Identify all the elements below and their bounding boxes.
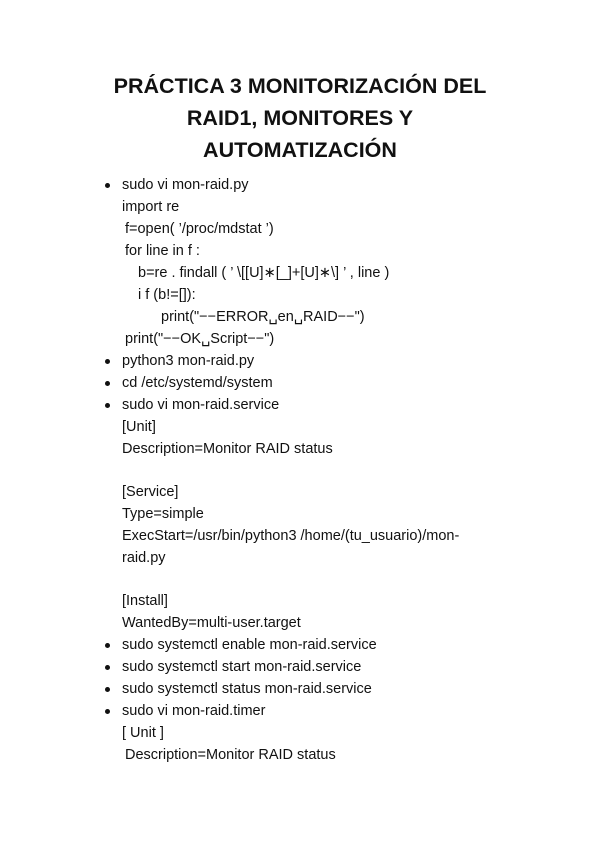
title-line: AUTOMATIZACIÓN xyxy=(203,138,397,162)
text-line xyxy=(0,547,599,569)
text-line xyxy=(0,284,599,306)
text-line xyxy=(0,218,599,240)
line-text: print("−−OK␣Script−−") xyxy=(125,331,275,347)
bullet-item xyxy=(0,174,599,196)
line-text: [Service] xyxy=(122,484,179,500)
line-text: f=open( ’/proc/mdstat ’) xyxy=(125,221,274,237)
text-line xyxy=(0,196,599,218)
title-line: RAID1, MONITORES Y xyxy=(186,106,414,130)
line-text: print("−−ERROR␣en␣RAID−−") xyxy=(161,309,365,325)
text-line xyxy=(0,722,599,744)
line-text: sudo vi mon-raid.py xyxy=(122,177,249,193)
line-text: b=re . findall ( ’ \[[U]∗[_]+[U]∗\] ’ , line ) xyxy=(138,265,390,281)
line-text: python3 mon-raid.py xyxy=(122,353,255,369)
line-text: sudo systemctl status mon-raid.service xyxy=(122,681,372,697)
text-line xyxy=(0,416,599,438)
text-line xyxy=(0,612,599,634)
line-text: sudo vi mon-raid.service xyxy=(122,397,280,413)
line-text: raid.py xyxy=(122,550,166,566)
text-line xyxy=(0,262,599,284)
line-text: i f (b!=[]): xyxy=(138,287,196,303)
text-line xyxy=(0,525,599,547)
text-line xyxy=(0,590,599,612)
bullet-item xyxy=(0,678,599,700)
text-line xyxy=(0,438,599,460)
blank-line xyxy=(0,569,599,590)
line-text: [Install] xyxy=(122,593,168,609)
text-line xyxy=(0,503,599,525)
bullet-item xyxy=(0,350,599,372)
line-text: WantedBy=multi-user.target xyxy=(122,615,301,631)
line-text: cd /etc/systemd/system xyxy=(122,375,273,391)
text-line xyxy=(0,306,599,328)
text-line xyxy=(0,328,599,350)
title-line: PRÁCTICA 3 MONITORIZACIÓN DEL xyxy=(113,74,487,98)
bullet-item xyxy=(0,700,599,722)
line-text: Description=Monitor RAID status xyxy=(125,747,336,763)
bullet-item xyxy=(0,372,599,394)
line-text: import re xyxy=(122,199,180,215)
page-title xyxy=(60,70,540,166)
text-line xyxy=(0,481,599,503)
line-text: Description=Monitor RAID status xyxy=(122,441,333,457)
line-text: ExecStart=/usr/bin/python3 /home/(tu_usuario)/mon- xyxy=(122,528,460,544)
line-text: sudo systemctl enable mon-raid.service xyxy=(122,637,377,653)
text-line xyxy=(0,744,599,766)
line-text: for line in f : xyxy=(125,243,200,259)
line-text: sudo vi mon-raid.timer xyxy=(122,703,266,719)
text-line xyxy=(0,240,599,262)
line-text: [Unit] xyxy=(122,419,156,435)
bullet-item xyxy=(0,634,599,656)
line-text: Type=simple xyxy=(122,506,204,522)
line-text: [ Unit ] xyxy=(122,725,164,741)
bullet-item xyxy=(0,656,599,678)
line-text: sudo systemctl start mon-raid.service xyxy=(122,659,362,675)
bullet-item xyxy=(0,394,599,416)
instruction-list xyxy=(0,174,599,766)
blank-line xyxy=(0,460,599,481)
